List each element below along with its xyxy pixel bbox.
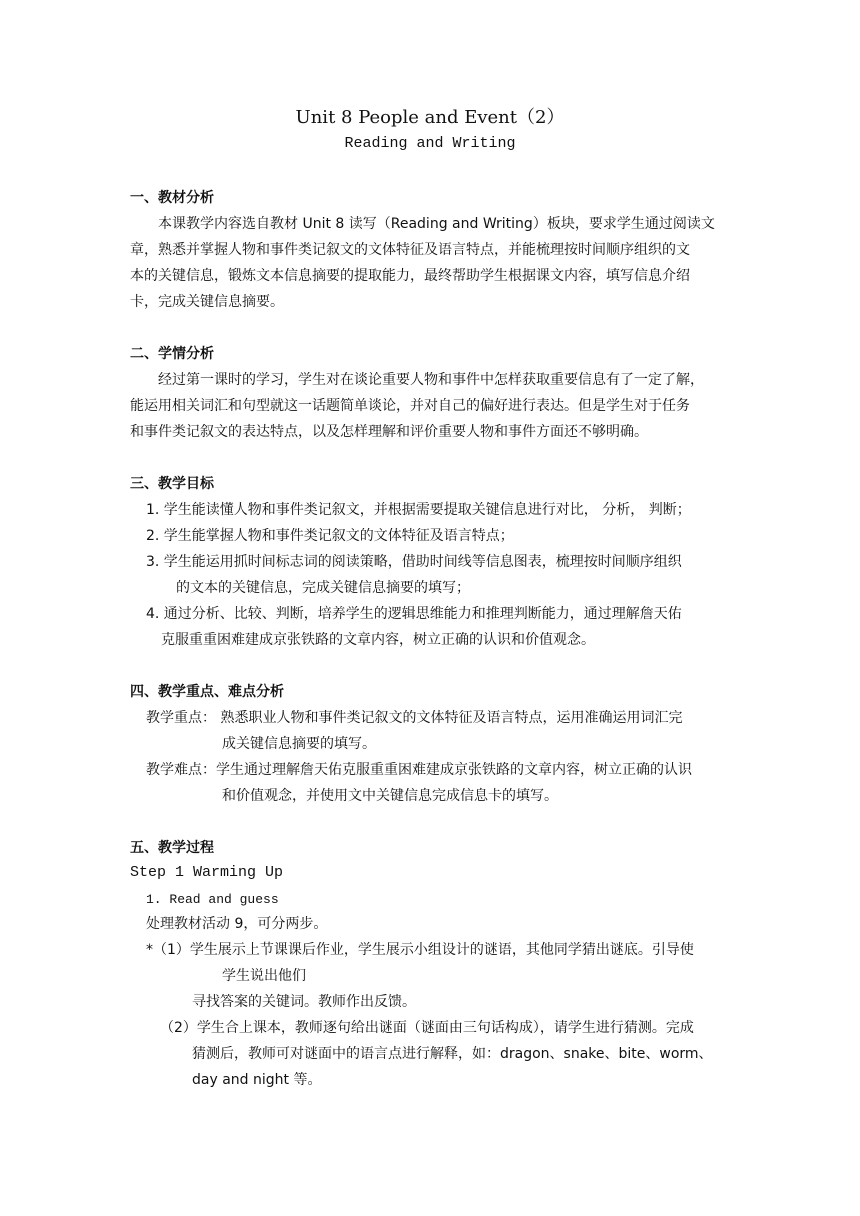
step-heading: Step 1 Warming Up [130,864,284,881]
process-line-continued: 猜测后，教师可对谜面中的语言点进行解释，如：dragon、snake、bite、worm、 [192,1046,713,1062]
key-point-line-continued: 成关键信息摘要的填写。 [222,736,376,752]
process-line-continued: day and night 等。 [192,1072,322,1088]
process-line: （2）学生合上课本，教师逐句给出谜面（谜面由三句话构成），请学生进行猜测。完成 [160,1020,694,1036]
paragraph-line: 卡，完成关键信息摘要。 [130,294,284,310]
goal-item: 3. 学生能运用抓时间标志词的阅读策略，借助时间线等信息图表，梳理按时间顺序组织 [146,554,682,570]
document-title: Unit 8 People and Event（2） [295,107,565,128]
goal-item: 4. 通过分析、比较、判断，培养学生的逻辑思维能力和推理判断能力，通过理解詹天佑 [146,606,682,622]
goal-item-continued: 的文本的关键信息，完成关键信息摘要的填写； [176,580,470,596]
process-line: *（1）学生展示上节课课后作业，学生展示小组设计的谜语，其他同学猜出谜底。引导使 [146,942,694,958]
paragraph-line: 本课教学内容选自教材 Unit 8 读写（Reading and Writing）板块，要求学生通过阅读文 [158,216,715,232]
goal-item-continued: 克服重重困难建成京张铁路的文章内容，树立正确的认识和价值观念。 [161,632,595,648]
difficulty-line: 教学难点：学生通过理解詹天佑克服重重困难建成京张铁路的文章内容，树立正确的认识 [146,762,692,778]
goal-item: 1. 学生能读懂人物和事件类记叙文，并根据需要提取关键信息进行对比， 分析， 判断； [146,502,691,518]
paragraph-line: 本的关键信息，锻炼文本信息摘要的提取能力，最终帮助学生根据课文内容，填写信息介绍 [130,268,690,284]
key-point-line: 教学重点： 熟悉职业人物和事件类记叙文的文体特征及语言特点，运用准确运用词汇完 [146,710,683,726]
step-item: 1. Read and guess [146,892,279,907]
section-heading-teaching-goals: 三、教学目标 [130,476,214,492]
difficulty-line-continued: 和价值观念，并使用文中关键信息完成信息卡的填写。 [222,788,558,804]
process-line-continued: 寻找答案的关键词。教师作出反馈。 [192,994,416,1010]
paragraph-line: 章，熟悉并掌握人物和事件类记叙文的文体特征及语言特点，并能梳理按时间顺序组织的文 [130,242,690,258]
section-heading-teaching-process: 五、教学过程 [130,840,214,856]
section-heading-student-analysis: 二、学情分析 [130,346,214,362]
paragraph-line: 和事件类记叙文的表达特点，以及怎样理解和评价重要人物和事件方面还不够明确。 [130,424,648,440]
paragraph-line: 能运用相关词汇和句型就这一话题简单谈论，并对自己的偏好进行表达。但是学生对于任务 [130,398,690,414]
process-line: 处理教材活动 9，可分两步。 [146,916,328,932]
goal-item: 2. 学生能掌握人物和事件类记叙文的文体特征及语言特点； [146,528,514,544]
section-heading-key-points: 四、教学重点、难点分析 [130,684,284,700]
paragraph-line: 经过第一课时的学习，学生对在谈论重要人物和事件中怎样获取重要信息有了一定了解， [158,372,704,388]
process-line-continued: 学生说出他们 [222,968,306,984]
section-heading-textbook-analysis: 一、教材分析 [130,190,214,206]
document-subtitle: Reading and Writing [344,135,516,152]
